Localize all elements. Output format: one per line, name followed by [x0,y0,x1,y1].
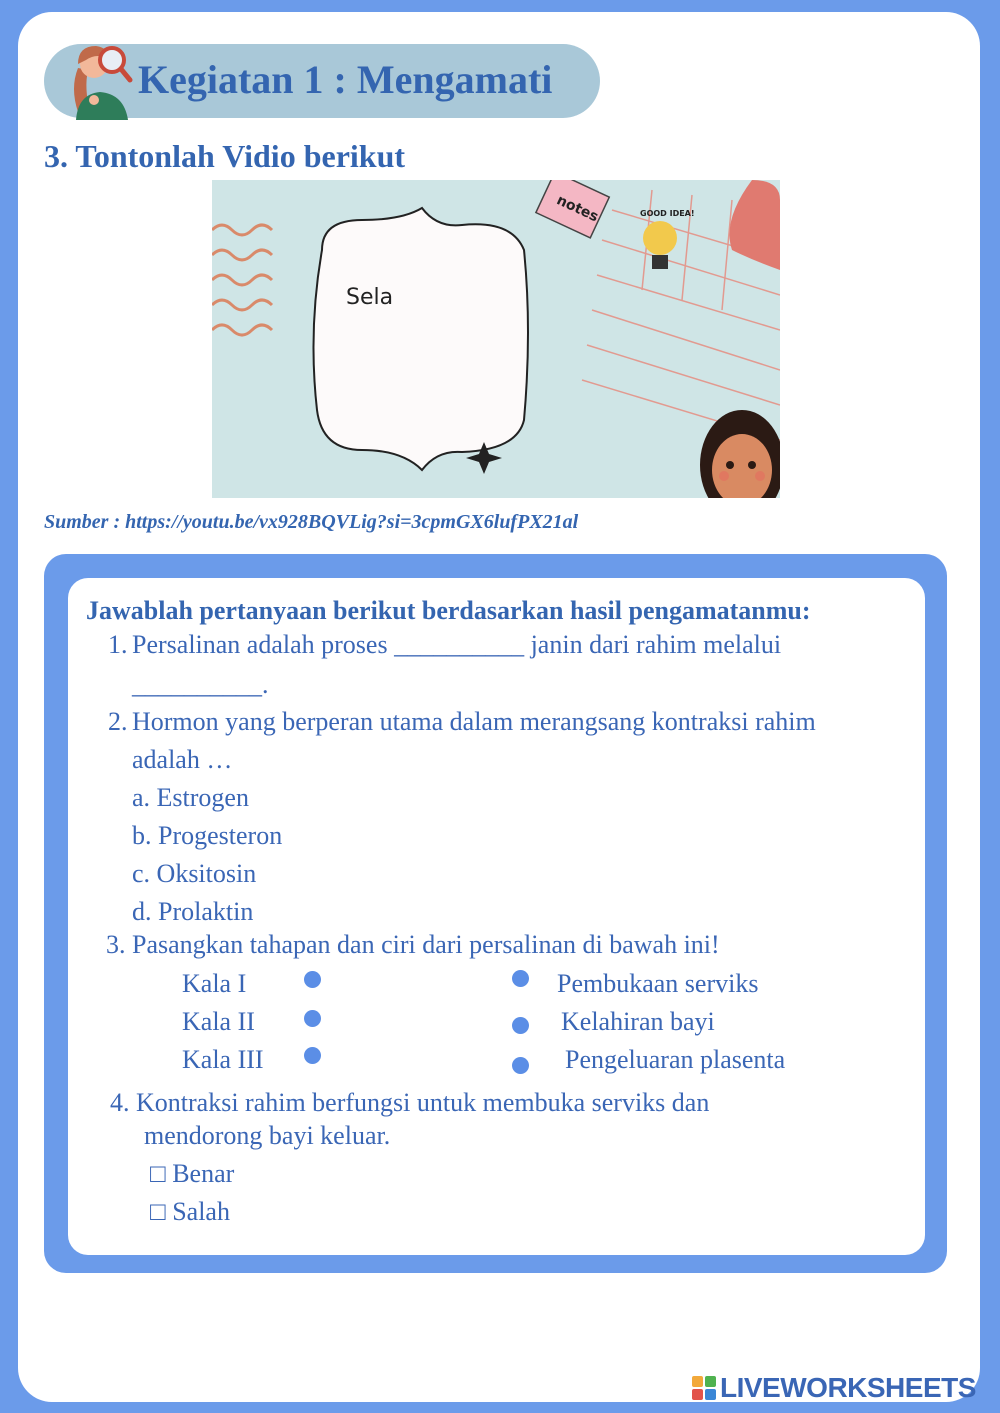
q1-number: 1. [108,630,128,659]
liveworksheets-logo [692,1373,976,1403]
q2-text-line1: Hormon yang berperan utama dalam merangsang kontraksi rahim [132,707,816,736]
match-dot-right-2[interactable] [512,1017,529,1034]
q1-text-line1: Persalinan adalah proses __________ janin dari rahim melalui [132,630,782,659]
match-dot-left-3[interactable] [304,1047,321,1064]
q3-right-item: Pengeluaran plasenta [565,1045,786,1074]
match-dot-right-1[interactable] [512,970,529,987]
match-dot-left-1[interactable] [304,971,321,988]
section-title: 3. Tontonlah Vidio berikut [44,138,406,174]
logo-text: LIVEWORKSHEETS [720,1372,976,1403]
frame-name-text: Sela [346,285,394,310]
q4-text-line2: mendorong bayi keluar. [144,1121,391,1150]
q2-option-b[interactable]: b. Progesteron [132,821,283,850]
q2-text-line2: adalah … [132,745,233,774]
bulb-label: GOOD IDEA! [640,209,695,218]
video-source-link[interactable]: Sumber : https://youtu.be/vx928BQVLig?si=3cpmGX6lufPX21al [44,511,579,533]
q3-right-item: Pembukaan serviks [557,969,759,998]
q3-left-item: Kala I [182,969,247,998]
q3-text: 3. Pasangkan tahapan dan ciri dari persalinan di bawah ini! [106,930,720,959]
match-dot-right-3[interactable] [512,1057,529,1074]
q3-left-item: Kala II [182,1007,255,1036]
q2-option-a[interactable]: a. Estrogen [132,783,249,812]
q4-text-line1: 4. Kontraksi rahim berfungsi untuk membuka serviks dan [110,1088,710,1117]
q2-number: 2. [108,707,128,736]
girl-magnifier-icon [64,38,138,120]
video-illustration [212,180,780,498]
match-dot-left-2[interactable] [304,1010,321,1027]
q2-option-d[interactable]: d. Prolaktin [132,897,254,926]
instruction-text: Jawablah pertanyaan berikut berdasarkan hasil pengamatanmu: [86,596,811,625]
video-thumbnail[interactable] [212,180,780,498]
q4-option-salah[interactable]: □ Salah [150,1197,230,1226]
page-title: Kegiatan 1 : Mengamati [138,57,553,102]
q3-right-item: Kelahiran bayi [561,1007,715,1036]
q4-option-benar[interactable]: □ Benar [150,1159,235,1188]
q3-left-item: Kala III [182,1045,264,1074]
liveworksheets-logo-icon [692,1376,716,1400]
q2-option-c[interactable]: c. Oksitosin [132,859,257,888]
q1-text-line2: __________. [132,670,269,699]
notes-label: notes [554,192,601,226]
